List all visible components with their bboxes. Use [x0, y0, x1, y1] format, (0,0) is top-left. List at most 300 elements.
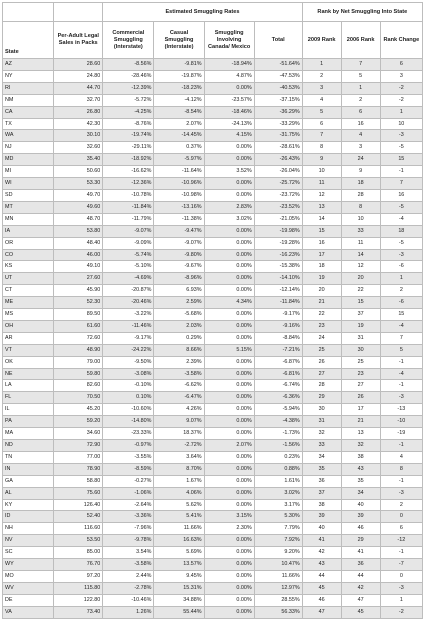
cell-rank-change: 7: [380, 178, 422, 190]
cell-international: 0.00%: [204, 356, 254, 368]
cell-international: -24.13%: [204, 118, 254, 130]
cell-rank-change: -3: [380, 130, 422, 142]
cell-rank-2006: 6: [341, 106, 380, 118]
cell-rank-change: 2: [380, 285, 422, 297]
cell-casual: 13.57%: [154, 559, 204, 571]
cell-rank-2009: 32: [302, 428, 341, 440]
cell-total: -33.29%: [254, 118, 302, 130]
cell-rank-2009: 18: [302, 261, 341, 273]
cell-legal-sales: 78.90: [54, 463, 103, 475]
cell-casual: -6.47%: [154, 392, 204, 404]
cell-rank-2006: 13: [341, 428, 380, 440]
cell-rank-2006: 22: [341, 285, 380, 297]
cell-international: 0.00%: [204, 416, 254, 428]
cell-legal-sales: 75.60: [54, 487, 103, 499]
table-row: [3, 261, 423, 273]
cell-international: 0.00%: [204, 225, 254, 237]
cell-legal-sales: 48.70: [54, 213, 103, 225]
cell-total: -23.72%: [254, 189, 302, 201]
cell-commercial: -3.08%: [103, 368, 154, 380]
cell-international: 5.15%: [204, 344, 254, 356]
cell-rank-2009: 42: [302, 547, 341, 559]
cell-commercial: -8.56%: [103, 59, 154, 71]
cell-legal-sales: 89.50: [54, 309, 103, 321]
cell-commercial: -7.96%: [103, 523, 154, 535]
cell-rank-2009: 2: [302, 70, 341, 82]
cell-legal-sales: 46.00: [54, 249, 103, 261]
cell-state: MT: [3, 201, 54, 213]
cell-state: MD: [3, 154, 54, 166]
header-legal-sales: Per-Adult Legal Sales in Packs: [54, 22, 103, 59]
table-row: [3, 178, 423, 190]
cell-casual: -5.97%: [154, 154, 204, 166]
cell-legal-sales: 30.10: [54, 130, 103, 142]
cell-international: 3.02%: [204, 213, 254, 225]
cell-casual: -6.62%: [154, 380, 204, 392]
table-row: [3, 344, 423, 356]
cell-legal-sales: 116.60: [54, 523, 103, 535]
cell-rank-2006: 30: [341, 344, 380, 356]
cell-rank-2009: 23: [302, 320, 341, 332]
cell-rank-2006: 45: [341, 606, 380, 618]
cell-rank-change: -5: [380, 142, 422, 154]
cell-total: 0.23%: [254, 451, 302, 463]
cell-total: -6.74%: [254, 380, 302, 392]
cell-rank-2009: 5: [302, 106, 341, 118]
cell-commercial: -2.78%: [103, 582, 154, 594]
cell-casual: 11.66%: [154, 523, 204, 535]
cell-total: -26.43%: [254, 154, 302, 166]
cell-commercial: -9.09%: [103, 237, 154, 249]
cell-commercial: -5.72%: [103, 94, 154, 106]
cell-state: NY: [3, 70, 54, 82]
cell-rank-2006: 35: [341, 475, 380, 487]
cell-commercial: -10.46%: [103, 594, 154, 606]
cell-total: 56.33%: [254, 606, 302, 618]
cell-state: OH: [3, 320, 54, 332]
cell-international: 0.00%: [204, 606, 254, 618]
cell-commercial: -9.17%: [103, 332, 154, 344]
cell-casual: -10.96%: [154, 178, 204, 190]
cell-total: -4.38%: [254, 416, 302, 428]
table-row: [3, 237, 423, 249]
cell-commercial: -23.33%: [103, 428, 154, 440]
cell-rank-change: -4: [380, 320, 422, 332]
cell-legal-sales: 50.60: [54, 166, 103, 178]
cell-rank-change: -4: [380, 368, 422, 380]
cell-rank-2009: 11: [302, 178, 341, 190]
cell-casual: -9.47%: [154, 225, 204, 237]
cell-rank-change: -6: [380, 297, 422, 309]
cell-state: WY: [3, 559, 54, 571]
cell-commercial: -8.59%: [103, 463, 154, 475]
cell-legal-sales: 28.60: [54, 59, 103, 71]
cell-casual: -18.23%: [154, 82, 204, 94]
cell-casual: 6.93%: [154, 285, 204, 297]
cell-legal-sales: 27.60: [54, 273, 103, 285]
cell-state: NM: [3, 94, 54, 106]
cell-rank-change: -7: [380, 559, 422, 571]
cell-rank-2009: 29: [302, 392, 341, 404]
cell-casual: 4.26%: [154, 404, 204, 416]
table-row: [3, 285, 423, 297]
cell-rank-2009: 13: [302, 201, 341, 213]
cell-state: WV: [3, 582, 54, 594]
cell-state: ID: [3, 511, 54, 523]
cell-international: 0.00%: [204, 237, 254, 249]
table-row: [3, 166, 423, 178]
cell-legal-sales: 48.90: [54, 344, 103, 356]
cell-casual: -9.81%: [154, 59, 204, 71]
cell-state: UT: [3, 273, 54, 285]
cell-rank-2006: 38: [341, 451, 380, 463]
cell-rank-2009: 26: [302, 356, 341, 368]
cell-casual: 4.06%: [154, 487, 204, 499]
table-row: [3, 356, 423, 368]
cell-rank-2006: 16: [341, 118, 380, 130]
cell-rank-change: -3: [380, 249, 422, 261]
cell-casual: 15.31%: [154, 582, 204, 594]
cell-commercial: 0.10%: [103, 392, 154, 404]
cell-rank-change: 18: [380, 225, 422, 237]
cell-rank-change: -1: [380, 440, 422, 452]
cell-casual: -11.64%: [154, 166, 204, 178]
cell-commercial: -8.76%: [103, 118, 154, 130]
cell-total: 12.97%: [254, 582, 302, 594]
cell-international: 0.00%: [204, 154, 254, 166]
cell-rank-2006: 33: [341, 225, 380, 237]
cell-commercial: -10.78%: [103, 189, 154, 201]
table-row: [3, 106, 423, 118]
cell-commercial: -12.36%: [103, 178, 154, 190]
table-row: [3, 404, 423, 416]
cell-state: OR: [3, 237, 54, 249]
cell-rank-change: 0: [380, 511, 422, 523]
cell-rank-2006: 47: [341, 594, 380, 606]
cell-state: CA: [3, 106, 54, 118]
cell-casual: 8.66%: [154, 344, 204, 356]
cell-rank-2009: 38: [302, 499, 341, 511]
cell-rank-change: -1: [380, 547, 422, 559]
cell-commercial: -29.11%: [103, 142, 154, 154]
cell-international: 0.00%: [204, 428, 254, 440]
cell-casual: 0.29%: [154, 332, 204, 344]
table-row: [3, 297, 423, 309]
cell-legal-sales: 52.40: [54, 511, 103, 523]
table-row: [3, 368, 423, 380]
cell-total: -7.21%: [254, 344, 302, 356]
cell-international: 0.00%: [204, 559, 254, 571]
cell-total: -16.23%: [254, 249, 302, 261]
cell-international: -18.46%: [204, 106, 254, 118]
cell-state: WA: [3, 130, 54, 142]
header-international: Smuggling Involving Canada/ Mexico: [204, 22, 254, 59]
table-row: [3, 559, 423, 571]
cell-international: 0.00%: [204, 332, 254, 344]
cell-commercial: 3.54%: [103, 547, 154, 559]
header-column-row: [3, 22, 423, 59]
cell-commercial: -2.64%: [103, 499, 154, 511]
cell-legal-sales: 79.00: [54, 356, 103, 368]
cell-casual: -10.98%: [154, 189, 204, 201]
table-row: [3, 225, 423, 237]
cell-commercial: -11.79%: [103, 213, 154, 225]
cell-legal-sales: 42.30: [54, 118, 103, 130]
table-row: [3, 451, 423, 463]
cell-international: -18.94%: [204, 59, 254, 71]
cell-casual: -5.68%: [154, 309, 204, 321]
cell-rank-2006: 12: [341, 261, 380, 273]
table-row: [3, 440, 423, 452]
cell-international: 4.34%: [204, 297, 254, 309]
cell-international: 0.00%: [204, 570, 254, 582]
cell-total: 7.92%: [254, 535, 302, 547]
cell-rank-2009: 10: [302, 166, 341, 178]
cell-rank-2006: 19: [341, 320, 380, 332]
cell-state: KS: [3, 261, 54, 273]
cell-state: LA: [3, 380, 54, 392]
cell-rank-2006: 42: [341, 582, 380, 594]
cell-rank-2009: 31: [302, 416, 341, 428]
cell-international: 0.00%: [204, 273, 254, 285]
cell-commercial: -5.74%: [103, 249, 154, 261]
cell-rank-2009: 46: [302, 594, 341, 606]
table-row: [3, 594, 423, 606]
table-row: [3, 320, 423, 332]
cell-rank-change: -2: [380, 82, 422, 94]
cell-rank-2009: 35: [302, 463, 341, 475]
table-row: [3, 332, 423, 344]
cell-rank-2009: 37: [302, 487, 341, 499]
cell-rank-change: 3: [380, 70, 422, 82]
cell-rank-2006: 44: [341, 570, 380, 582]
cell-rank-2006: 46: [341, 523, 380, 535]
cell-rank-change: 7: [380, 332, 422, 344]
cell-commercial: -9.50%: [103, 356, 154, 368]
table-row: [3, 570, 423, 582]
cell-total: -19.98%: [254, 225, 302, 237]
cell-state: MO: [3, 570, 54, 582]
cell-international: -23.57%: [204, 94, 254, 106]
cell-casual: 2.39%: [154, 356, 204, 368]
table-row: [3, 392, 423, 404]
cell-rank-2009: 9: [302, 154, 341, 166]
cell-commercial: -3.22%: [103, 309, 154, 321]
cell-total: 10.47%: [254, 559, 302, 571]
cell-commercial: -0.27%: [103, 475, 154, 487]
cell-state: MI: [3, 166, 54, 178]
cell-rank-2009: 41: [302, 535, 341, 547]
cell-rank-2009: 25: [302, 344, 341, 356]
cell-commercial: -10.60%: [103, 404, 154, 416]
cell-rank-2006: 8: [341, 201, 380, 213]
cell-casual: -3.58%: [154, 368, 204, 380]
cell-rank-change: -1: [380, 356, 422, 368]
cell-state: MS: [3, 309, 54, 321]
cell-commercial: -0.10%: [103, 380, 154, 392]
cell-casual: -11.38%: [154, 213, 204, 225]
cell-casual: 8.70%: [154, 463, 204, 475]
cell-international: 0.00%: [204, 178, 254, 190]
cell-total: -1.73%: [254, 428, 302, 440]
cell-total: -31.75%: [254, 130, 302, 142]
table-row: [3, 130, 423, 142]
cell-international: 0.00%: [204, 499, 254, 511]
cell-legal-sales: 34.60: [54, 428, 103, 440]
cell-rank-2006: 23: [341, 368, 380, 380]
cell-rank-2006: 34: [341, 487, 380, 499]
cell-legal-sales: 61.60: [54, 320, 103, 332]
cell-state: CT: [3, 285, 54, 297]
cell-legal-sales: 32.70: [54, 94, 103, 106]
cell-rank-2009: 19: [302, 273, 341, 285]
cell-international: 0.00%: [204, 594, 254, 606]
cell-rank-2009: 4: [302, 94, 341, 106]
cell-total: -47.53%: [254, 70, 302, 82]
cell-casual: 5.41%: [154, 511, 204, 523]
cell-total: -6.87%: [254, 356, 302, 368]
cell-rank-change: -10: [380, 416, 422, 428]
cell-state: VA: [3, 606, 54, 618]
cell-legal-sales: 49.70: [54, 189, 103, 201]
cell-state: ND: [3, 440, 54, 452]
cell-state: OK: [3, 356, 54, 368]
cell-international: 0.00%: [204, 189, 254, 201]
cell-rank-2006: 29: [341, 535, 380, 547]
cell-rank-2009: 43: [302, 559, 341, 571]
cell-rank-change: 0: [380, 570, 422, 582]
cell-total: -25.72%: [254, 178, 302, 190]
cell-rank-2009: 33: [302, 440, 341, 452]
cell-rank-change: 8: [380, 463, 422, 475]
cell-rank-change: -5: [380, 201, 422, 213]
header-commercial: Commercial Smuggling (Interstate): [103, 22, 154, 59]
cell-casual: 55.44%: [154, 606, 204, 618]
header-casual: Casual Smuggling (Interstate): [154, 22, 204, 59]
table-row: [3, 70, 423, 82]
cell-rank-2009: 30: [302, 404, 341, 416]
cell-casual: 2.07%: [154, 118, 204, 130]
cell-casual: 34.88%: [154, 594, 204, 606]
cell-state: FL: [3, 392, 54, 404]
cell-legal-sales: 59.20: [54, 416, 103, 428]
cell-international: 0.00%: [204, 535, 254, 547]
cell-international: 0.00%: [204, 368, 254, 380]
cell-international: 4.15%: [204, 130, 254, 142]
cell-international: 4.87%: [204, 70, 254, 82]
cell-rank-2006: 14: [341, 249, 380, 261]
cell-commercial: -11.46%: [103, 320, 154, 332]
cell-rank-2006: 5: [341, 70, 380, 82]
cell-total: -14.10%: [254, 273, 302, 285]
cell-rank-2006: 25: [341, 356, 380, 368]
cell-rank-change: -1: [380, 380, 422, 392]
cell-state: NJ: [3, 142, 54, 154]
cell-casual: -9.07%: [154, 237, 204, 249]
cell-legal-sales: 72.90: [54, 440, 103, 452]
table-row: [3, 82, 423, 94]
cell-state: SC: [3, 547, 54, 559]
cell-total: -12.14%: [254, 285, 302, 297]
cell-total: 3.17%: [254, 499, 302, 511]
cell-commercial: -4.25%: [103, 106, 154, 118]
cell-commercial: -12.39%: [103, 82, 154, 94]
cell-legal-sales: 58.80: [54, 475, 103, 487]
header-empty-sales: [54, 3, 103, 22]
cell-casual: 5.62%: [154, 499, 204, 511]
table-row: [3, 273, 423, 285]
cell-total: -5.94%: [254, 404, 302, 416]
cell-international: 0.00%: [204, 320, 254, 332]
table-row: [3, 428, 423, 440]
cell-legal-sales: 53.50: [54, 535, 103, 547]
cell-commercial: 1.26%: [103, 606, 154, 618]
cell-rank-2006: 31: [341, 332, 380, 344]
cell-rank-2009: 15: [302, 225, 341, 237]
cell-total: -26.04%: [254, 166, 302, 178]
cell-total: -23.52%: [254, 201, 302, 213]
cell-international: 0.00%: [204, 463, 254, 475]
cell-rank-2006: 28: [341, 189, 380, 201]
cell-legal-sales: 44.70: [54, 82, 103, 94]
cell-commercial: -20.87%: [103, 285, 154, 297]
table-row: [3, 523, 423, 535]
table-row: [3, 189, 423, 201]
table-row: [3, 511, 423, 523]
cell-rank-2009: 21: [302, 297, 341, 309]
cell-legal-sales: 73.40: [54, 606, 103, 618]
cell-rank-change: -1: [380, 166, 422, 178]
cell-casual: -14.45%: [154, 130, 204, 142]
cell-total: -36.29%: [254, 106, 302, 118]
cell-casual: -8.54%: [154, 106, 204, 118]
header-rank-change: Rank Change: [380, 22, 422, 59]
cell-state: GA: [3, 475, 54, 487]
cell-total: -9.16%: [254, 320, 302, 332]
cell-rank-change: -2: [380, 606, 422, 618]
cell-rank-change: 6: [380, 59, 422, 71]
cell-rank-2006: 1: [341, 82, 380, 94]
cell-total: -37.15%: [254, 94, 302, 106]
cell-legal-sales: 45.20: [54, 404, 103, 416]
cell-international: 0.00%: [204, 261, 254, 273]
cell-international: 3.52%: [204, 166, 254, 178]
cell-rank-2006: 41: [341, 547, 380, 559]
cell-rank-2006: 4: [341, 130, 380, 142]
cell-international: 0.00%: [204, 451, 254, 463]
cell-state: DE: [3, 594, 54, 606]
cell-rank-change: 16: [380, 189, 422, 201]
cell-international: 3.15%: [204, 511, 254, 523]
cell-state: TN: [3, 451, 54, 463]
table-row: [3, 309, 423, 321]
cell-casual: 5.69%: [154, 547, 204, 559]
table-row: [3, 142, 423, 154]
table-row: [3, 475, 423, 487]
cell-rank-2009: 39: [302, 511, 341, 523]
cell-total: 7.79%: [254, 523, 302, 535]
cell-legal-sales: 72.60: [54, 332, 103, 344]
cell-state: WI: [3, 178, 54, 190]
cell-international: 0.00%: [204, 487, 254, 499]
cell-legal-sales: 85.00: [54, 547, 103, 559]
cell-rank-2009: 36: [302, 475, 341, 487]
cell-rank-change: 5: [380, 344, 422, 356]
cell-international: 0.00%: [204, 582, 254, 594]
header-total: Total: [254, 22, 302, 59]
cell-commercial: -1.06%: [103, 487, 154, 499]
header-group-rates: Estimated Smuggling Rates: [103, 3, 302, 22]
